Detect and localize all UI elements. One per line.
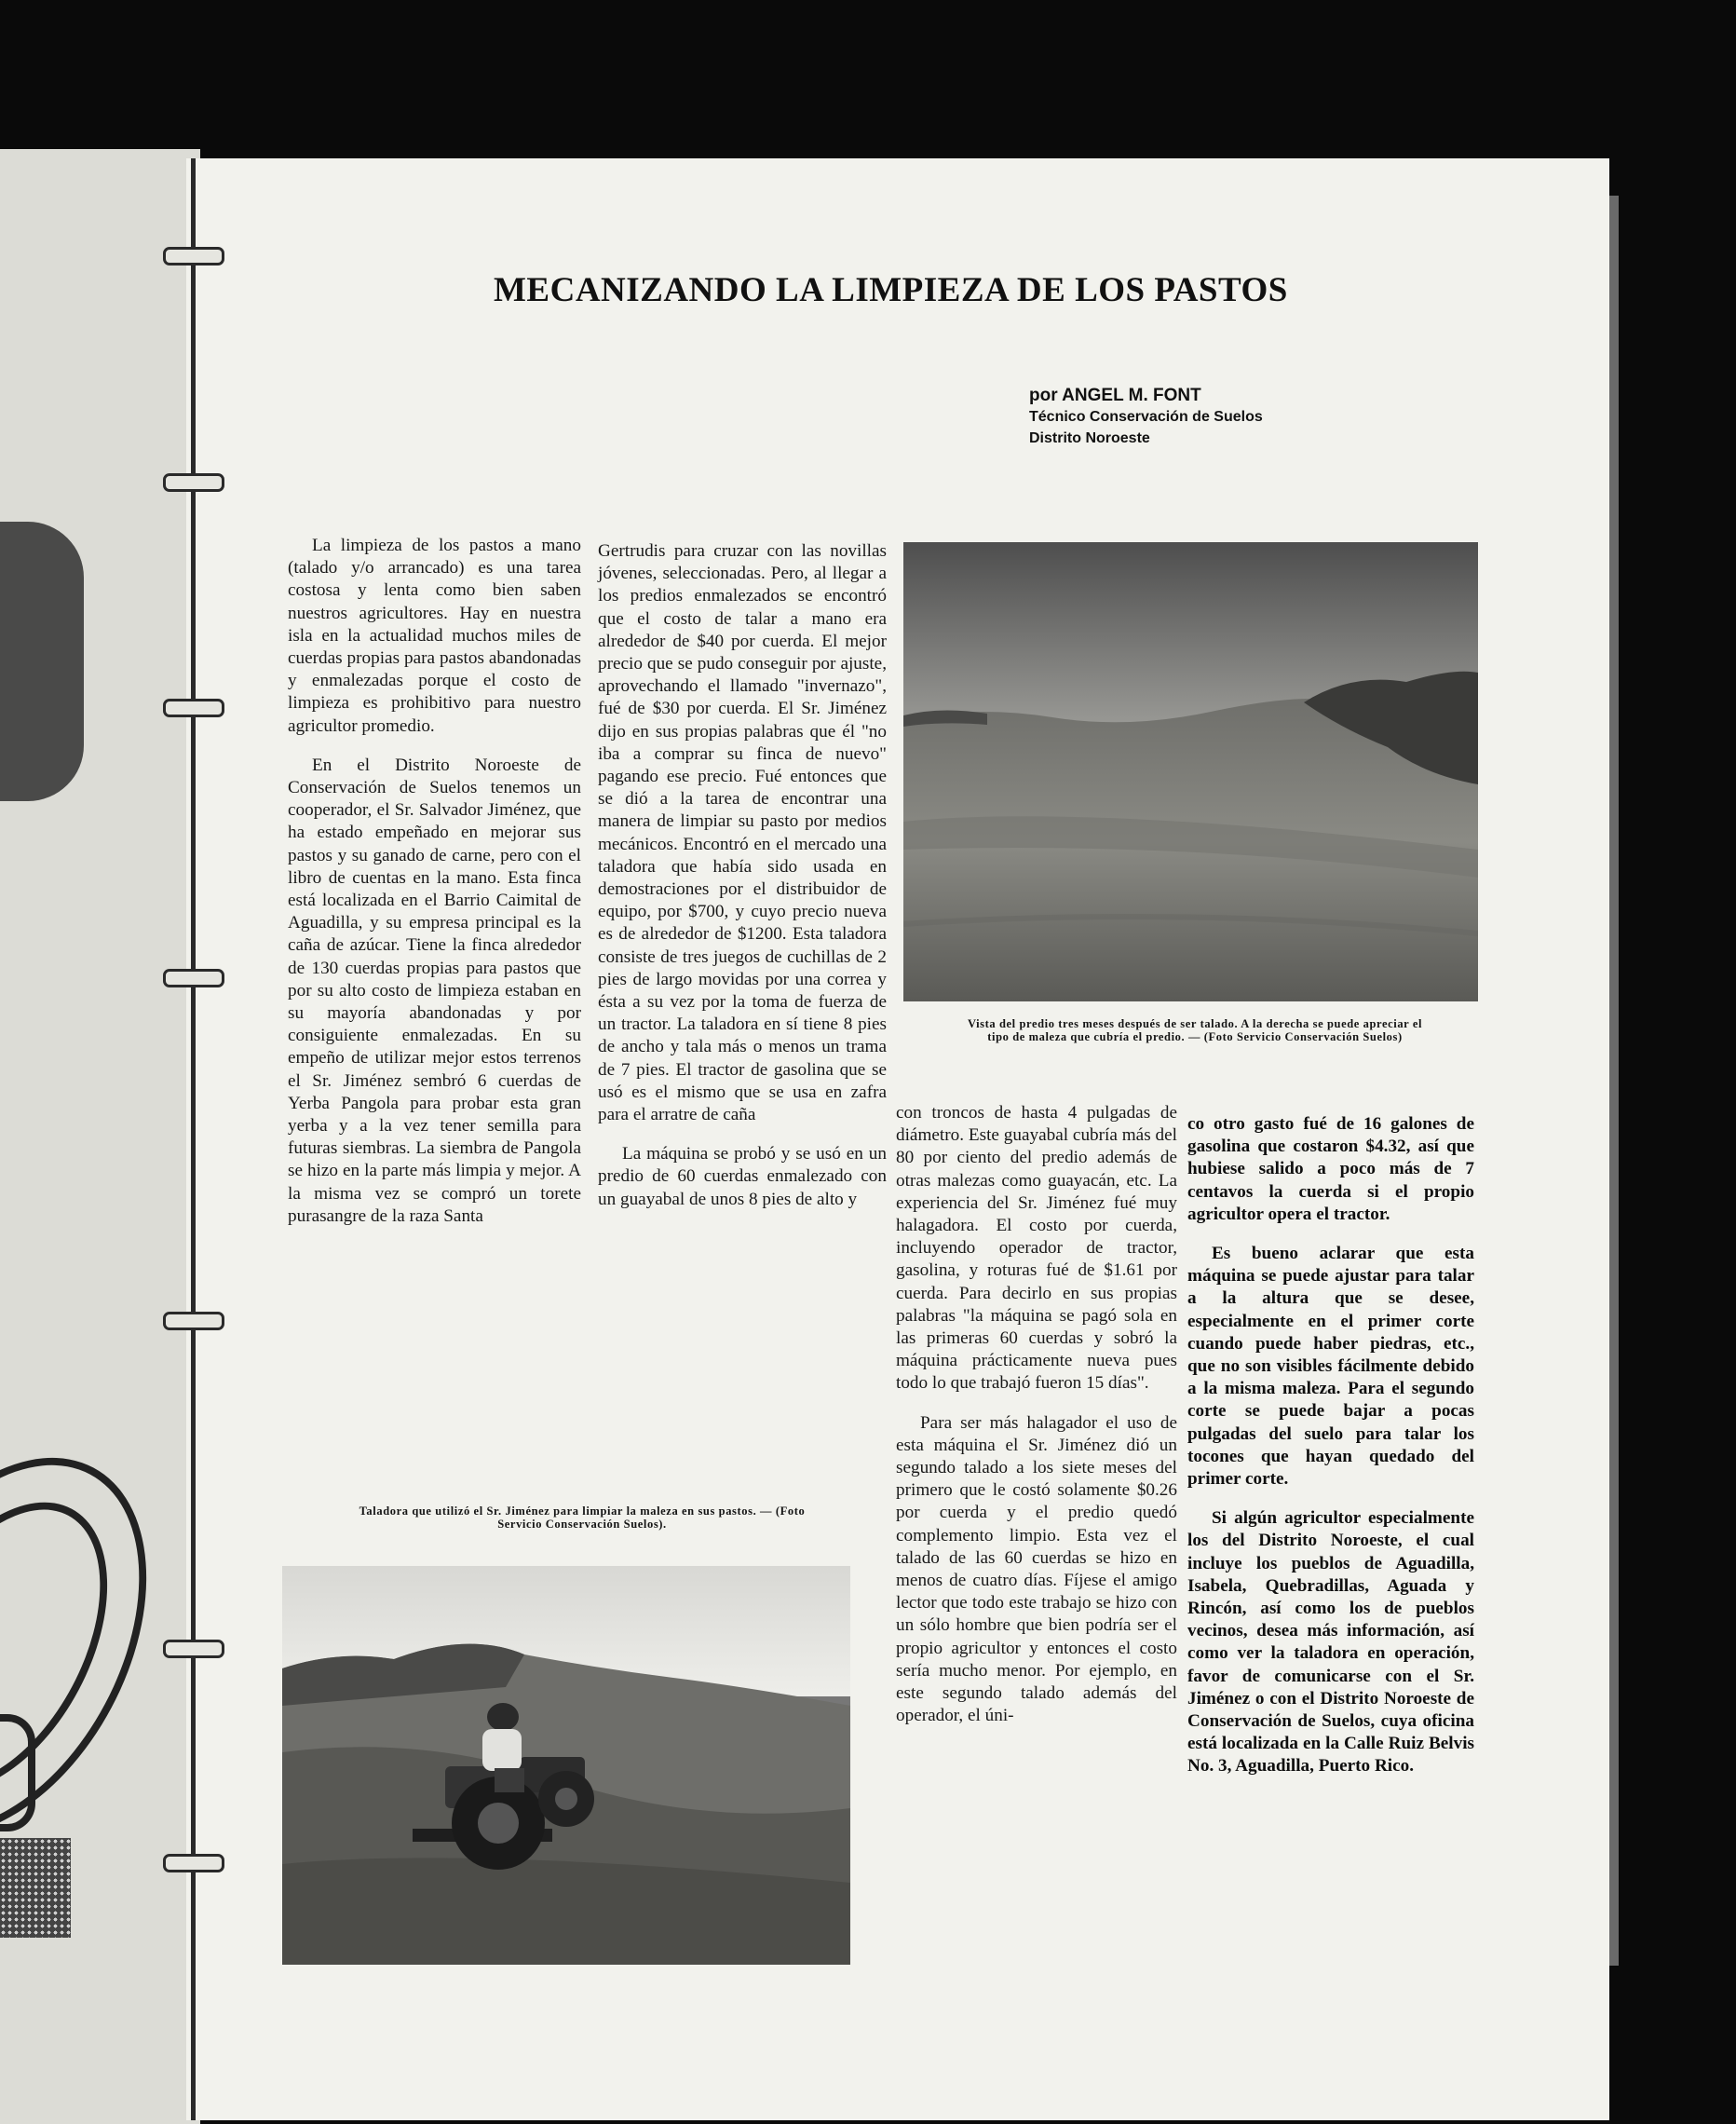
text-column-3 — [896, 1102, 1177, 1744]
author-name: por ANGEL M. FONT — [1029, 386, 1201, 405]
binder-ring-3 — [163, 699, 224, 717]
paragraph: En el Distrito Noroeste de Conservación de Suelos tenemos un cooperador, el Sr. Salvador Jiménez, que ha estado empeñado en mejorar sus pastos y su ganado de carne, pero con el libro de cuentas en la mano. Esta finca está localizada en el Barrio Caimital de Aguadilla, y su empresa principal es la caña de azúcar. Tiene la finca alrededor de 130 cuerdas propias para pastos que por su alto costo de limpieza estaban en su mayoría abandonadas y por consiguiente enmalezadas. En su empeño de utilizar mejor estos terrenos el Sr. Jiménez sembró 6 cuerdas de Yerba Pangola para probar esta gran yerba y a la vez tener semilla para futuras siembras. La siembra de Pangola se hizo en la parte más limpia y mejor. A la misma vez se compró un torete purasangre de la raza Santa — [288, 755, 581, 1226]
byline — [1029, 385, 1263, 449]
paragraph: La limpieza de los pastos a mano (talado y/o arrancado) es una tarea costosa y lenta como bien saben nuestros agricultores. Hay en nuestra isla en la actualidad muchos miles de cuerdas propias para pastos abandonadas y enmalezadas porque el costo de limpieza es prohibitivo para nuestro agricultor promedio. — [288, 536, 581, 736]
paragraph: co otro gasto fué de 16 galones de gasolina que costaron $4.32, así que hubiese salido a poco más de 7 centavos la cuerda si el propio agricultor opera el tractor. — [1187, 1114, 1474, 1224]
left-page-illustration-block — [0, 1714, 35, 1831]
tractor-photo-caption: Taladora que utilizó el Sr. Jiménez para limpiar la maleza en sus pastos. — (Foto Servicio Conservación Suelos). — [359, 1504, 806, 1531]
binder-ring-7 — [163, 1854, 224, 1872]
left-facing-page — [0, 149, 200, 2124]
paragraph: con troncos de hasta 4 pulgadas de diámetro. Este guayabal cubría más del 80 por ciento del predio además de otras malezas como guayacán, etc. La experiencia del Sr. Jiménez fué muy halagadora. El costo por cuerda, incluyendo operador de tractor, gasolina, y roturas fué de $1.61 por cuerda. Para decirlo en sus propias palabras "la máquina se pagó sola en las primeras 60 cuerdas y sobró la máquina prácticamente nueva pues todo lo que trabajó fueron 15 días". — [896, 1103, 1177, 1394]
binder-ring-4 — [163, 969, 224, 987]
left-page-illustration-dark — [0, 522, 84, 801]
article-title: MECANIZANDO LA LIMPIEZA DE LOS PASTOS — [494, 271, 1288, 309]
text-column-1 — [288, 535, 581, 1245]
paragraph: La máquina se probó y se usó en un predio de 60 cuerdas enmalezado con un guayabal de unos 8 pies de alto y — [598, 1144, 887, 1209]
field-photo-caption: Vista del predio tres meses después de ser talado. A la derecha se puede apreciar el tipo de maleza que cubría el predio. — (Foto Servicio Conservación Suelos) — [967, 1017, 1423, 1043]
binder-ring-1 — [163, 247, 224, 266]
paragraph: Gertrudis para cruzar con las novillas jóvenes, seleccionadas. Pero, al llegar a los predios enmalezados se encontró que el costo de talar a mano era alrededor de $40 por cuerda. El mejor precio que se pudo conseguir por ajuste, aprovechando el llamado "invernazo", fué de $30 por cuerda. El Sr. Jiménez dijo en sus propias palabras que él "no iba a comprar su finca de nuevo" pagando ese precio. Fué entonces que se dió a la tarea de encontrar una manera de limpiar su pasto por medios mecánicos. Encontró en el mercado una taladora que había sido usada en demostraciones por el distribuidor de equipo, por $700, y cuyo precio nueva es de alrededor de $1200. Esta taladora consiste de tres juegos de cuchillas de 2 pies de largo movidas por una correa y ésta a su vez por la toma de fuerza de un tractor. La taladora en sí tiene 8 pies de ancho y tala más o menos un trama de 7 pies. El tractor de gasolina que se usó es el mismo que se usa en zafra para el arratre de caña — [598, 541, 887, 1125]
page-right-edge-shadow — [1609, 196, 1619, 1966]
binder-ring-2 — [163, 473, 224, 492]
binder-ring-5 — [163, 1312, 224, 1330]
paragraph: Si algún agricultor especialmente los del Distrito Noroeste, el cual incluye los pueblos de Aguadilla, Isabela, Quebradillas, Aguada y Rincón, así como los de pueblos vecinos, desea más información, así como ver la taladora en operación, favor de comunicarse con el Sr. Jiménez o con el Distrito Noroeste de Conservación de Suelos, cuya oficina está localizada en la Calle Ruiz Belvis No. 3, Aguadilla, Puerto Rico. — [1187, 1508, 1474, 1777]
paragraph: Para ser más halagador el uso de esta máquina el Sr. Jiménez dió un segundo talado a los siete meses del primero que le costó solamente $0.26 por cuerda y el predio quedó complemento limpio. Esta vez el talado de las 60 cuerdas se hizo en menos de cuatro días. Fíjese el amigo lector que todo este trabajo se hizo con un sólo hombre que bien podría ser el propio agricultor y entonces el costo sería mucho menor. Por ejemplo, en este segundo talado además del operador, el úni- — [896, 1412, 1177, 1726]
tractor-photo — [282, 1566, 850, 1965]
field-photo — [903, 542, 1478, 1001]
tractor-photo-image — [282, 1566, 850, 1965]
author-district: Distrito Noroeste — [1029, 430, 1150, 446]
binder-ring-6 — [163, 1640, 224, 1658]
text-column-2 — [598, 540, 887, 1228]
author-role: Técnico Conservación de Suelos — [1029, 409, 1263, 425]
text-column-4 — [1187, 1113, 1474, 1795]
binding-spine — [191, 158, 196, 2120]
left-page-halftone-pattern — [0, 1838, 71, 1938]
paragraph: Es bueno aclarar que esta máquina se puede ajustar para talar a la altura que se desee, especialmente en el primer corte cuando puede haber piedras, etc., que no son visibles fácilmente debido a la misma maleza. Para el segundo corte se puede bajar a pocas pulgadas del suelo para talar los tocones que hayan quedado del primer corte. — [1187, 1244, 1474, 1490]
field-photo-image — [903, 542, 1478, 1001]
